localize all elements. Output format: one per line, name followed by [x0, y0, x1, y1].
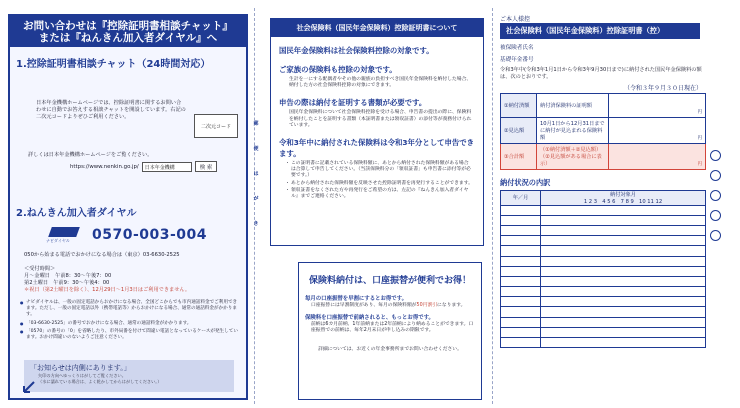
table-row — [501, 205, 706, 215]
chat-description: 日本年金機構ホームページでは、控除証明書に関するお問い合わせに自動でお答えする相談チャットを開設しています。右記の二次元コードよりぜひご利用ください。 — [36, 100, 186, 120]
deduction-heading-1: 国民年金保険料は社会保険料控除の対象です。 — [279, 46, 434, 55]
dial-row — [44, 225, 246, 245]
prepay-heading: 保険料を口座振替で前納されると、もっとお得です。 — [305, 315, 434, 322]
table-row — [501, 287, 706, 297]
peel-notice-sub1: 矢印の方向へゆっくりはがしてご覧ください。 — [38, 373, 126, 378]
copy-label: ご本人様控 — [500, 16, 531, 23]
hours-saturday: 第2土曜日 午前9：30～午後4：00 — [24, 280, 110, 286]
expected-key: ②見込額 — [501, 117, 537, 143]
pension-number-field: 基礎年金番号 — [500, 57, 534, 63]
certificate-panel — [500, 14, 706, 400]
inquiry-panel — [8, 14, 248, 400]
search-input[interactable]: 日本年金機構 — [142, 162, 192, 172]
list-item: ・ 領収証書をなくされた方や再発行をご希望の方は、左記の『ねんきん加入者ダイヤル』までご連絡ください。 — [291, 188, 473, 200]
account-transfer-title: 保険料納付は、口座振替が便利でお得！ — [308, 276, 471, 286]
inquiry-header-line2: または『ねんきん加入者ダイヤル』へ — [38, 32, 218, 44]
table-row — [501, 117, 706, 143]
month-labels: 1 2 3 4 5 6 7 8 9 10 11 12 — [583, 198, 663, 205]
punch-hole — [710, 150, 721, 161]
year-header: 年 — [512, 195, 518, 202]
table-row — [501, 307, 706, 317]
table-row — [501, 246, 706, 256]
table-row — [501, 215, 706, 225]
table-row — [501, 236, 706, 246]
strip-char: は — [253, 171, 259, 177]
strip-char: き — [253, 221, 259, 227]
business-hours — [24, 266, 246, 294]
dial-section — [10, 196, 246, 343]
inquiry-header — [10, 16, 246, 47]
paid-key: ①納付済額 — [501, 93, 537, 117]
deduction-heading-2: ご家族の保険料も控除の対象です。 — [279, 65, 397, 74]
certificate-description: 令和3年中(令和3年1月1日から令和3年9月30日まで)に納付された国民年金保険料の額は、次のとおりです。 — [500, 67, 702, 80]
dial-number[interactable]: 0570-003-004 — [92, 227, 208, 243]
list-item: ・ この証明書に記載されている保険料額に、あとから納付された保険料額がある場合は合算して申告してください。（当該保険料分の「領収証書」も申告書に添付等が必要です。） — [291, 161, 473, 180]
year-month-header: 年／月 — [501, 190, 541, 205]
table-header-row — [501, 190, 706, 205]
month-header: 月 — [523, 195, 529, 202]
list-item: ● ナビダイヤルは、一般の固定電話からおかけになる場合、全国どこからでも市内通話料金でご利用できます。ただし、一般の固定電話以外（携帯電話等）からおかけになる場合、通常の通話料金がかかります。 — [20, 300, 240, 319]
as-of-date: （令和３年９月３０日現在） — [623, 84, 702, 92]
payment-status-title: 納付状況の内訳 — [500, 177, 551, 187]
expected-value: 円 — [609, 117, 706, 143]
dial-note: 050から始まる電話でおかけになる場合は（東京）03-6630-2525 — [24, 252, 180, 258]
inquiry-header-line1: お問い合わせは『控除証明書相談チャット』 — [23, 20, 233, 32]
punch-hole — [710, 170, 721, 181]
deduction-text-3: 国民年金保険料について社会保険料控除を受ける場合、申告書の提出の際に、保険料を納付したことを証明する書類（本証明書または領収証書）の添付等が義務付けられています。 — [289, 110, 472, 128]
table-row — [501, 297, 706, 307]
punch-hole — [710, 230, 721, 241]
certificate-header: 社会保険料（国民年金保険料）控除証明書（控） — [500, 23, 700, 39]
detail-text: 詳しくは日本年金機構ホームページをご覧ください。 — [28, 152, 153, 158]
early-discount-text — [311, 303, 475, 309]
payment-status-table — [500, 190, 706, 349]
table-row — [501, 327, 706, 337]
paid-value: 円 — [609, 93, 706, 117]
early-discount-text-b: になります。 — [437, 303, 466, 308]
table-row — [501, 266, 706, 276]
hours-title: ＜受付時間＞ — [24, 266, 56, 272]
peel-notice-sub2: （水に濡れている場合は、よく乾かしてからはがしてください。） — [38, 378, 162, 384]
website-url[interactable]: https://www.nenkin.go.jp/ — [70, 163, 139, 170]
punch-hole — [710, 190, 721, 201]
peel-notice — [24, 360, 234, 392]
chat-section-title: 1.控除証明書相談チャット（24時間対応） — [16, 59, 211, 70]
table-row — [501, 317, 706, 327]
peel-notice-title: 「お知らせは内側にあります。」 — [30, 364, 131, 372]
navi-dial-logo — [44, 225, 84, 245]
insured-name-field: 被保険者氏名 — [500, 45, 534, 51]
qr-code[interactable] — [194, 114, 238, 138]
table-row — [501, 276, 706, 286]
table-row — [501, 225, 706, 235]
strip-char: 郵 — [253, 121, 259, 127]
target-month-title: 納付対象月 — [610, 191, 636, 198]
dial-notes-list — [20, 300, 240, 341]
list-item: ● 「0570」の番号の「0」を省略したり、市外局番を付けて間違い電話となっているケースが発生しています。おかけ間違いのないようご注意ください。 — [20, 329, 240, 341]
deduction-info-card — [270, 18, 484, 246]
table-row — [501, 93, 706, 117]
total-value: 円 — [609, 143, 706, 169]
peel-notice-subtext — [38, 373, 228, 384]
early-discount-heading: 毎月の口座振替を早割にするとお得です。 — [305, 296, 407, 302]
table-row — [501, 338, 706, 348]
search-button[interactable]: 検 索 — [195, 161, 218, 172]
discount-amount: 50円割引 — [416, 303, 438, 308]
search-row — [70, 161, 217, 172]
prepay-text: 前納は6カ月前納、1年前納または2年前納により納めることができます。口座振替での前納は、毎年2月末日が申し込みの期限です。 — [311, 322, 474, 334]
list-item: ・ あとから納付された保険料額を反映させた控除証明書を再発行することができます。 — [291, 181, 473, 187]
peel-arrow-icon[interactable] — [22, 380, 36, 394]
amount-table — [500, 93, 706, 170]
table-row — [501, 143, 706, 169]
punch-hole — [710, 210, 721, 221]
account-transfer-card — [298, 262, 482, 400]
deduction-heading-4: 令和3年中に納付された保険料は令和3年分として申告できます。 — [279, 138, 475, 159]
hours-weekday: 月～金曜日 午前8：30～午後7：00 — [24, 273, 112, 279]
early-discount-text-a: 口座振替には早割制度があり、毎月の保険料額が — [311, 303, 417, 308]
contact-footnote: 詳細については、お近くの年金事務所までお問い合わせください。 — [318, 346, 462, 352]
deduction-info-header: 社会保険料（国民年金保険料）控除証明書について — [271, 19, 483, 37]
strip-char: が — [253, 196, 259, 202]
table-row — [501, 256, 706, 266]
total-key: ③合計額 — [501, 143, 537, 169]
deduction-heading-3: 申告の際は納付を証明する書類が必要です。 — [279, 98, 427, 108]
target-month-header — [541, 190, 706, 205]
hours-holiday-note: ＊祝日（第2土曜日を除く）、12月29日～1月3日はご利用できません。 — [24, 287, 191, 293]
total-desc: （①納付済額＋②見込額）（②見込額がある場合に表示） — [537, 143, 609, 169]
list-item: ● 「03-6630-2525」の番号でおかけになる場合、通常の通話料金がかかります。 — [20, 321, 240, 327]
deduction-text-2: 生計を一にする配偶者やその他の親族の負担すべき国民年金保険料を納付した場合、納付した方の社会保険料控除の対象にできます。 — [289, 77, 472, 89]
strip-char: 便 — [253, 146, 259, 152]
fold-line-right — [492, 8, 493, 404]
expected-desc: 10月1日から12月31日までに納付が見込まれる保険料額 — [537, 117, 609, 143]
dial-section-title: 2.ねんきん加入者ダイヤル — [16, 208, 137, 219]
navi-dial-logo-text: ナビダイヤル — [46, 238, 70, 243]
postcard-strip — [250, 120, 262, 227]
qr-code-label: 二次元コード — [200, 123, 231, 130]
paid-desc: 納付済保険料の証明額 — [537, 93, 609, 117]
